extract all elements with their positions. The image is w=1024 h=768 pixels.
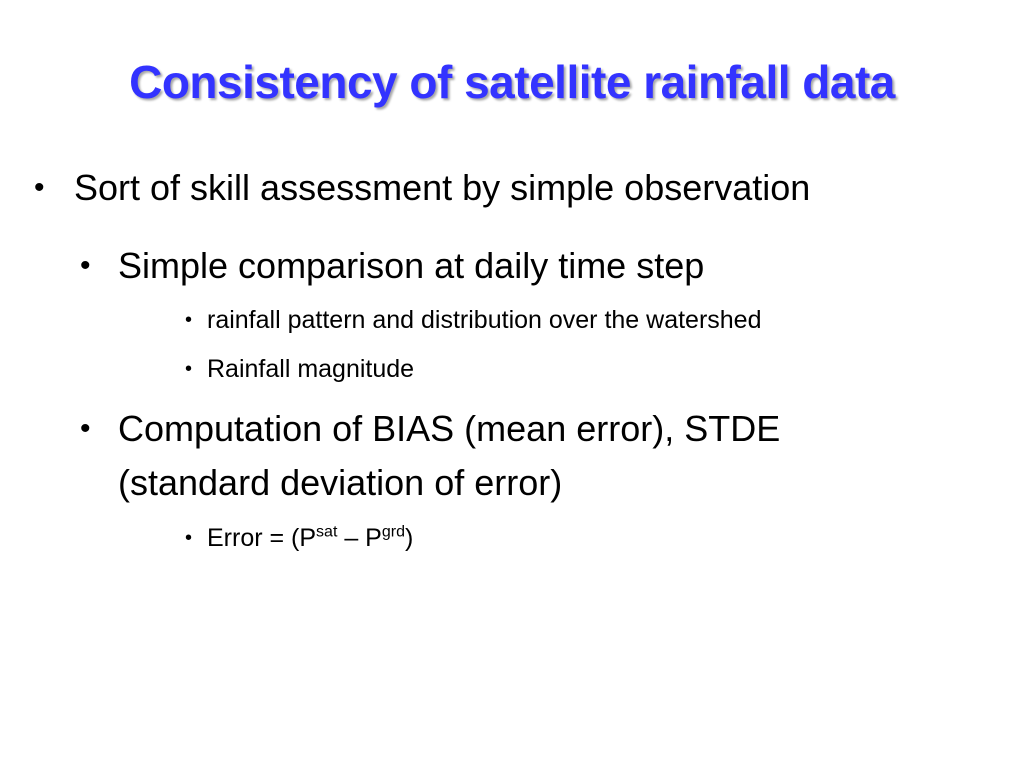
bullet-text-line1: Computation of BIAS (mean error), STDE	[118, 408, 781, 449]
bullet-rainfall-pattern	[185, 303, 985, 337]
bullet-dot: •	[185, 527, 193, 549]
bullet-text-line2: (standard deviation of error)	[118, 462, 563, 503]
bullet-simple-comparison	[80, 239, 980, 293]
bullet-skill-assessment	[34, 164, 994, 212]
formula-mid: – P	[337, 524, 382, 552]
bullet-dot: •	[185, 309, 193, 331]
error-formula	[207, 521, 413, 555]
formula-sup-grd: grd	[381, 523, 405, 541]
bullet-text: Sort of skill assessment by simple observation	[74, 167, 811, 208]
bullet-computation-bias	[80, 402, 980, 510]
formula-prefix: Error = (P	[207, 524, 317, 552]
formula-sup-sat: sat	[316, 523, 338, 541]
bullet-dot: •	[185, 358, 193, 380]
bullet-dot: •	[34, 171, 45, 204]
bullet-text: Simple comparison at daily time step	[118, 245, 705, 286]
bullet-text: rainfall pattern and distribution over the watershed	[207, 306, 762, 334]
bullet-rainfall-magnitude	[185, 352, 985, 386]
bullet-text: Rainfall magnitude	[207, 355, 415, 383]
formula-suffix: )	[405, 524, 414, 552]
bullet-dot: •	[80, 249, 91, 282]
bullet-error-formula	[185, 521, 785, 555]
slide-title: Consistency of satellite rainfall data	[129, 56, 895, 108]
bullet-dot: •	[80, 412, 91, 445]
